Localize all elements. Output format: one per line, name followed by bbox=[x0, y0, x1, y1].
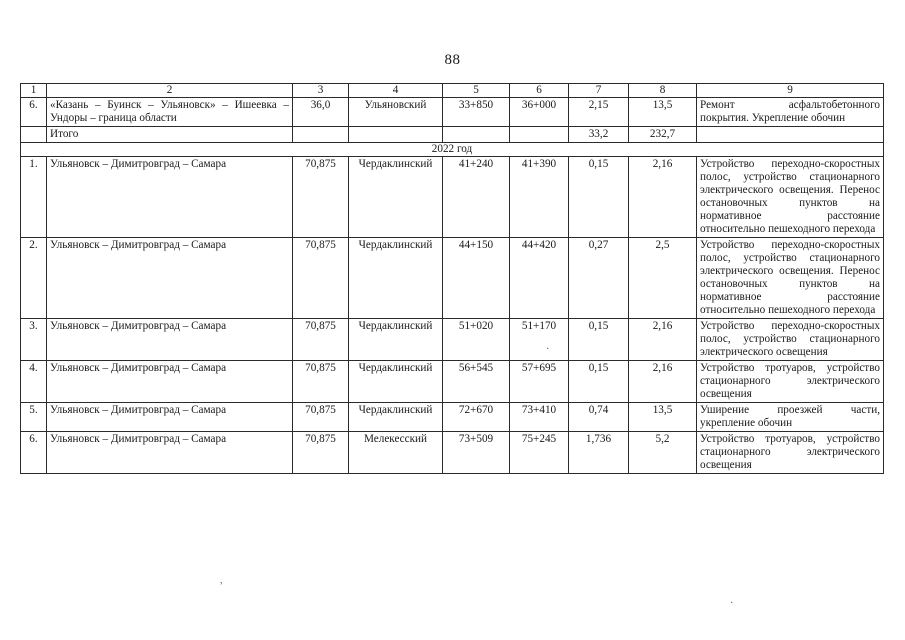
section-cost: 5,2 bbox=[629, 432, 697, 474]
section-end: 44+420 bbox=[510, 238, 569, 319]
column-number-row bbox=[21, 84, 884, 98]
road-name: Ульяновск – Димитровград – Самара bbox=[47, 361, 293, 403]
section-end: 36+000 bbox=[510, 98, 569, 127]
section-start: 56+545 bbox=[443, 361, 510, 403]
table-row bbox=[21, 432, 884, 474]
road-length: 70,875 bbox=[293, 361, 349, 403]
road-length: 70,875 bbox=[293, 432, 349, 474]
section-start: 44+150 bbox=[443, 238, 510, 319]
section-cost: 13,5 bbox=[629, 403, 697, 432]
road-name: «Казань – Буинск – Ульяновск» – Ишеевка – Ундоры – граница области bbox=[47, 98, 293, 127]
table-row bbox=[21, 157, 884, 238]
road-name: Ульяновск – Димитровград – Самара bbox=[47, 432, 293, 474]
work-description: Устройство тротуаров, устройство стационарного электрического освещения bbox=[697, 432, 884, 474]
section-start: 41+240 bbox=[443, 157, 510, 238]
work-description: Уширение проезжей части, укрепление обочин bbox=[697, 403, 884, 432]
column-number: 9 bbox=[697, 84, 884, 98]
section-cost: 2,16 bbox=[629, 157, 697, 238]
year-row bbox=[21, 143, 884, 157]
total-cost: 232,7 bbox=[629, 127, 697, 143]
table-row bbox=[21, 98, 884, 127]
row-number: 2. bbox=[21, 238, 47, 319]
road-name: Ульяновск – Димитровград – Самара bbox=[47, 403, 293, 432]
work-description: Ремонт асфальтобетонного покрытия. Укрепление обочин bbox=[697, 98, 884, 127]
row-number: 4. bbox=[21, 361, 47, 403]
section-cost: 13,5 bbox=[629, 98, 697, 127]
district: Ульяновский bbox=[349, 98, 443, 127]
section-km: 0,74 bbox=[569, 403, 629, 432]
work-description: Устройство переходно-скоростных полос, устройство стационарного электрического освещения. Перенос остановочных пунктов на нормативное расстояние относительно пешеходного перехода bbox=[697, 238, 884, 319]
road-length: 70,875 bbox=[293, 403, 349, 432]
section-start: 72+670 bbox=[443, 403, 510, 432]
column-number: 8 bbox=[629, 84, 697, 98]
table-row bbox=[21, 403, 884, 432]
total-row bbox=[21, 127, 884, 143]
column-number: 3 bbox=[293, 84, 349, 98]
section-start: 51+020 bbox=[443, 319, 510, 361]
work-description: Устройство тротуаров, устройство стационарного электрического освещения bbox=[697, 361, 884, 403]
column-number: 4 bbox=[349, 84, 443, 98]
column-number: 6 bbox=[510, 84, 569, 98]
section-km: 0,15 bbox=[569, 319, 629, 361]
work-description: Устройство переходно-скоростных полос, устройство стационарного электрического освещения. Перенос остановочных пунктов на нормативное расстояние относительно пешеходного перехода bbox=[697, 157, 884, 238]
section-end: 41+390 bbox=[510, 157, 569, 238]
section-km: 0,15 bbox=[569, 361, 629, 403]
total-km: 33,2 bbox=[569, 127, 629, 143]
section-end: 75+245 bbox=[510, 432, 569, 474]
district: Чердаклинский bbox=[349, 238, 443, 319]
road-length: 36,0 bbox=[293, 98, 349, 127]
column-number: 1 bbox=[21, 84, 47, 98]
column-number: 7 bbox=[569, 84, 629, 98]
section-start: 73+509 bbox=[443, 432, 510, 474]
section-km: 0,15 bbox=[569, 157, 629, 238]
row-number: 1. bbox=[21, 157, 47, 238]
row-number: 6. bbox=[21, 98, 47, 127]
district: Мелекесский bbox=[349, 432, 443, 474]
road-name: Ульяновск – Димитровград – Самара bbox=[47, 238, 293, 319]
page-number: 88 bbox=[444, 52, 461, 68]
section-km: 0,27 bbox=[569, 238, 629, 319]
road-length: 70,875 bbox=[293, 238, 349, 319]
total-label: Итого bbox=[47, 127, 293, 143]
row-number: 5. bbox=[21, 403, 47, 432]
work-description: Устройство переходно-скоростных полос, устройство стационарного электрического освещения bbox=[697, 319, 884, 361]
district: Чердаклинский bbox=[349, 319, 443, 361]
section-km: 1,736 bbox=[569, 432, 629, 474]
district: Чердаклинский bbox=[349, 403, 443, 432]
scan-speck: , bbox=[220, 575, 223, 586]
column-number: 2 bbox=[47, 84, 293, 98]
table-row bbox=[21, 319, 884, 361]
scan-speck: · bbox=[730, 598, 734, 609]
section-end: 73+410 bbox=[510, 403, 569, 432]
table-row bbox=[21, 238, 884, 319]
section-start: 33+850 bbox=[443, 98, 510, 127]
row-number: 3. bbox=[21, 319, 47, 361]
table-row bbox=[21, 361, 884, 403]
roads-table bbox=[20, 83, 884, 474]
section-end: 57+695 bbox=[510, 361, 569, 403]
road-length: 70,875 bbox=[293, 157, 349, 238]
scan-speck: · bbox=[546, 344, 550, 355]
section-cost: 2,16 bbox=[629, 319, 697, 361]
row-number: 6. bbox=[21, 432, 47, 474]
road-length: 70,875 bbox=[293, 319, 349, 361]
year-label: 2022 год bbox=[21, 143, 884, 157]
column-number: 5 bbox=[443, 84, 510, 98]
section-cost: 2,5 bbox=[629, 238, 697, 319]
district: Чердаклинский bbox=[349, 157, 443, 238]
section-cost: 2,16 bbox=[629, 361, 697, 403]
road-name: Ульяновск – Димитровград – Самара bbox=[47, 157, 293, 238]
section-end: 51+170 bbox=[510, 319, 569, 361]
road-name: Ульяновск – Димитровград – Самара bbox=[47, 319, 293, 361]
section-km: 2,15 bbox=[569, 98, 629, 127]
district: Чердаклинский bbox=[349, 361, 443, 403]
